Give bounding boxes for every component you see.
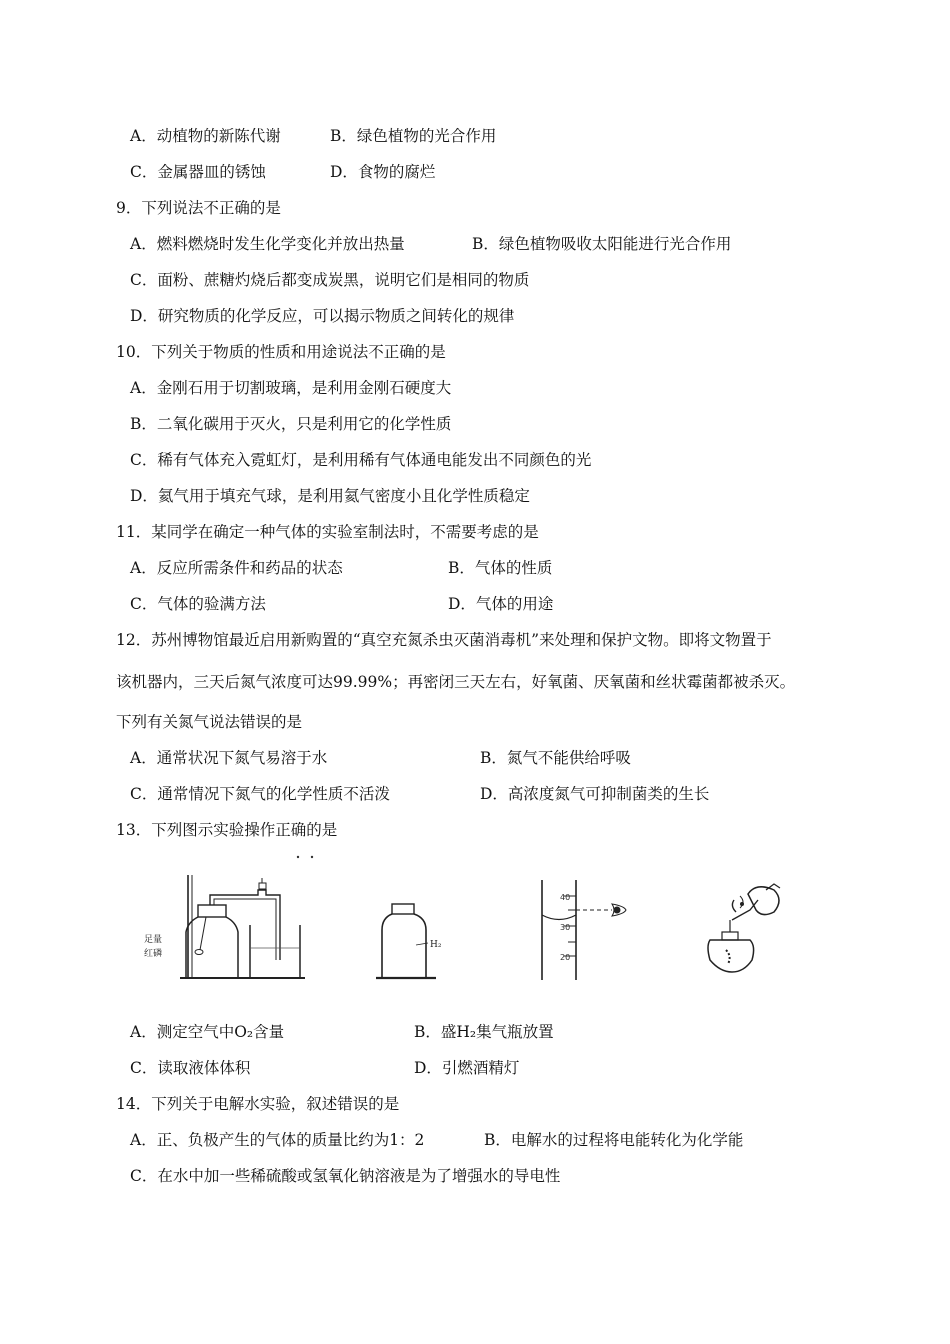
figure-a-oxygen-apparatus xyxy=(140,850,340,990)
q13-stem: 13．下列图示实验操作正确的是 xyxy=(116,821,338,839)
q11-option-a: A．反应所需条件和药品的状态 xyxy=(130,559,343,577)
q14-stem: 14．下列关于电解水实验，叙述错误的是 xyxy=(116,1095,400,1113)
q12-option-b: B．氮气不能供给呼吸 xyxy=(480,749,631,767)
tick-30: 30 xyxy=(560,923,571,932)
figure-d-alcohol-lamp xyxy=(670,850,810,990)
q8-option-d: D．食物的腐烂 xyxy=(330,163,436,181)
q10-option-d: D．氦气用于填充气球，是利用氦气密度小且化学性质稳定 xyxy=(130,487,530,505)
tick-20: 20 xyxy=(560,953,571,962)
q11-option-c: C．气体的验满方法 xyxy=(130,595,266,613)
q9-option-b: B．绿色植物吸收太阳能进行光合作用 xyxy=(472,235,732,253)
q8-option-c: C．金属器皿的锈蚀 xyxy=(130,163,266,181)
q9-option-a: A．燃料燃烧时发生化学变化并放出热量 xyxy=(130,235,405,253)
q11-option-b: B．气体的性质 xyxy=(448,559,553,577)
q11-option-d: D．气体的用途 xyxy=(448,595,554,613)
q14-option-a: A．正、负极产生的气体的质量比约为1：2 xyxy=(130,1131,425,1149)
q8-option-b: B．绿色植物的光合作用 xyxy=(330,127,497,145)
q8-option-a: A．动植物的新陈代谢 xyxy=(130,127,281,145)
q14-option-b: B．电解水的过程将电能转化为化学能 xyxy=(484,1131,744,1149)
label-h2: H₂ xyxy=(430,940,442,950)
q13-option-d: D．引燃酒精灯 xyxy=(414,1059,520,1077)
q9-option-d: D．研究物质的化学反应，可以揭示物质之间转化的规律 xyxy=(130,307,515,325)
q13-option-a: A．测定空气中O₂含量 xyxy=(130,1023,285,1041)
q12-stem-line3: 下列有关氮气说法错误的是 xyxy=(116,713,303,731)
q11-stem: 11．某同学在确定一种气体的实验室制法时，不需要考虑的是 xyxy=(116,523,539,541)
q9-stem: 9．下列说法不正确的是 xyxy=(116,199,281,217)
q12-option-c: C．通常情况下氮气的化学性质不活泼 xyxy=(130,785,390,803)
q12-stem-line2: 该机器内，三天后氮气浓度可达99.99%；再密闭三天左右，好氧菌、厌氧菌和丝状霉菌都被杀灭。 xyxy=(116,673,796,691)
q13-option-c: C．读取液体体积 xyxy=(130,1059,251,1077)
figure-c-cylinder xyxy=(530,850,640,990)
tick-40: 40 xyxy=(560,893,571,902)
figure-b-gas-jar xyxy=(370,850,470,990)
q10-option-a: A．金刚石用于切割玻璃，是利用金刚石硬度大 xyxy=(130,379,452,397)
q14-option-c: C．在水中加一些稀硫酸或氢氧化钠溶液是为了增强水的导电性 xyxy=(130,1167,561,1185)
q10-option-c: C．稀有气体充入霓虹灯，是利用稀有气体通电能发出不同颜色的光 xyxy=(130,451,592,469)
q13-figures xyxy=(130,850,830,990)
label-red-phosphorus-1: 足量 xyxy=(144,935,163,945)
label-red-phosphorus-2: 红磷 xyxy=(144,949,163,959)
q9-option-c: C．面粉、蔗糖灼烧后都变成炭黑，说明它们是相同的物质 xyxy=(130,271,530,289)
q10-stem: 10．下列关于物质的性质和用途说法不正确的是 xyxy=(116,343,446,361)
q12-stem-line1: 12．苏州博物馆最近启用新购置的“真空充氮杀虫灭菌消毒机”来处理和保护文物。即将文物置于 xyxy=(116,631,772,649)
q13-option-b: B．盛H₂集气瓶放置 xyxy=(414,1023,554,1041)
q12-option-d: D．高浓度氮气可抑制菌类的生长 xyxy=(480,785,710,803)
q12-option-a: A．通常状况下氮气易溶于水 xyxy=(130,749,328,767)
q10-option-b: B．二氧化碳用于灭火，只是利用它的化学性质 xyxy=(130,415,452,433)
